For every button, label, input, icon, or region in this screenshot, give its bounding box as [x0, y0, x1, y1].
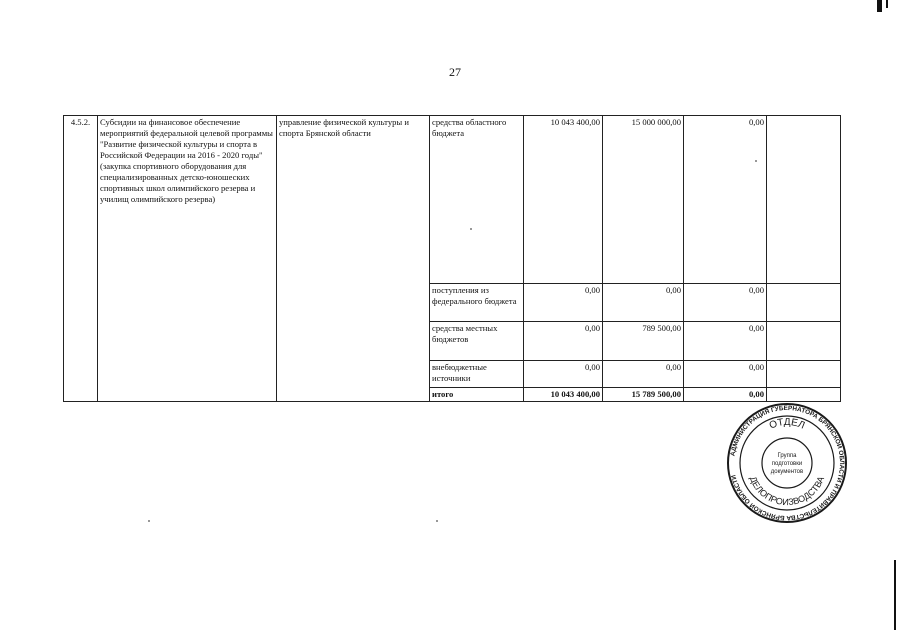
page-number: 27 — [449, 65, 461, 79]
source-label: поступления из федерального бюджета — [430, 284, 524, 322]
empty-cell — [767, 322, 841, 361]
stamp-ring-bottom: ДЕЛОПРОИЗВОДСТВА — [747, 474, 827, 508]
measure-code: 4.5.2. — [64, 116, 98, 402]
stamp-center-line2: подготовки — [771, 461, 803, 467]
amount-cell: 0,00 — [524, 284, 603, 322]
empty-cell — [767, 284, 841, 322]
scan-speck — [755, 160, 757, 162]
scan-edge-mark — [894, 560, 896, 630]
scan-edge-mark — [886, 0, 888, 8]
scan-speck — [436, 520, 438, 522]
scan-speck — [470, 228, 472, 230]
total-amount: 0,00 — [684, 388, 767, 402]
source-label: средства областного бюджета — [430, 116, 524, 284]
table-row — [64, 116, 841, 284]
amount-cell: 0,00 — [524, 361, 603, 388]
stamp-ring-top: ОТДЕЛ — [767, 416, 807, 432]
total-amount: 10 043 400,00 — [524, 388, 603, 402]
amount-cell: 0,00 — [603, 361, 684, 388]
measure-description: Субсидии на финансовое обеспечение мероприятий федеральной целевой программы "Развитие физической культуры и спорта в Российской Федерации на 2016 - 2020 годы" (закупка спортивного оборудования для специализированных детско-юношеских спортивных школ олимпийского резерва и училищ олимпийского резерва) — [98, 116, 277, 402]
amount-cell: 0,00 — [684, 361, 767, 388]
scan-edge-mark — [877, 0, 882, 12]
amount-cell: 0,00 — [684, 116, 767, 284]
stamp-center-line3: документов — [770, 469, 804, 475]
office-stamp — [726, 402, 848, 524]
budget-table — [63, 115, 841, 402]
total-label: итого — [430, 388, 524, 402]
amount-cell: 0,00 — [684, 322, 767, 361]
scan-speck — [148, 520, 150, 522]
stamp-center-line1: Группа — [777, 453, 797, 459]
empty-cell — [767, 116, 841, 284]
amount-cell: 0,00 — [603, 284, 684, 322]
amount-cell: 789 500,00 — [603, 322, 684, 361]
source-label: средства местных бюджетов — [430, 322, 524, 361]
source-label: внебюджетные источники — [430, 361, 524, 388]
empty-cell — [767, 361, 841, 388]
amount-cell: 0,00 — [524, 322, 603, 361]
amount-cell: 10 043 400,00 — [524, 116, 603, 284]
amount-cell: 0,00 — [684, 284, 767, 322]
measure-executor: управление физической культуры и спорта Брянской области — [277, 116, 430, 402]
stamp-outer-text: АДМИНИСТРАЦИЯ ГУБЕРНАТОРА БРЯНСКОЙ ОБЛАСТИ И ПРАВИТЕЛЬСТВА БРЯНСКОЙ ОБЛАСТИ — [729, 404, 846, 522]
total-amount: 15 789 500,00 — [603, 388, 684, 402]
empty-cell — [767, 388, 841, 402]
amount-cell: 15 000 000,00 — [603, 116, 684, 284]
